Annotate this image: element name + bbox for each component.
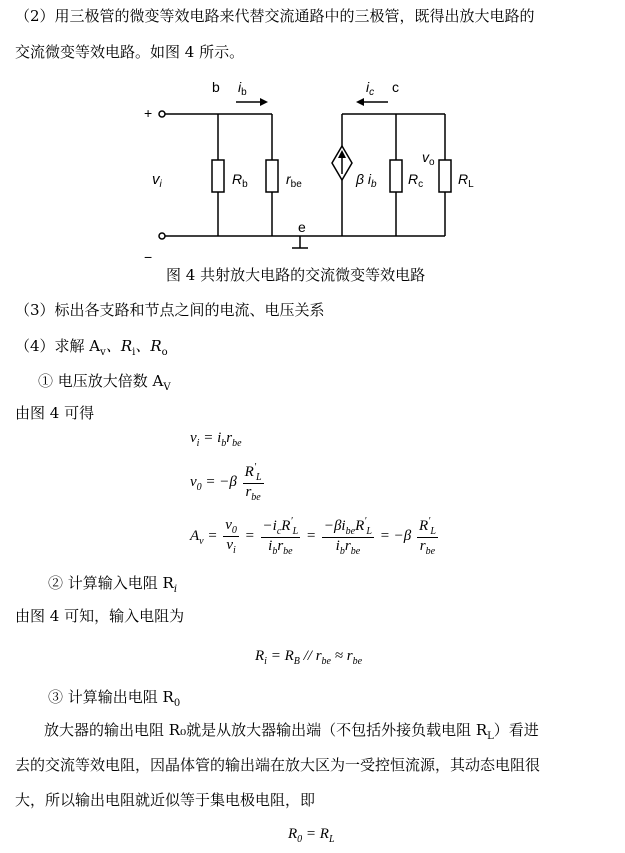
paragraph-output-3: 大，所以输出电阻就近似等于集电极电阻，即 (15, 791, 316, 809)
beta-ib-label: β $i_b$ (356, 171, 377, 190)
minus-sign: − (144, 249, 153, 258)
vo-label: $v_o$ (422, 149, 435, 168)
formula-r0: $R_0 = R_L$ (288, 826, 335, 845)
step-4: （4）求解 $A_v$、$R_i$、$R_o$ (15, 337, 168, 358)
paragraph-intro-2: 交流微变等效电路。如图 4 所示。 (15, 43, 245, 61)
formula-vo: $v_0 = -\beta$ $\frac{R'_L}{r_{be}}$ (190, 462, 262, 503)
rbe-label: $r_{be}$ (286, 171, 302, 190)
paragraph-output-1: 放大器的输出电阻 R₀就是从放大器输出端（不包括外接负载电阻 $R_L$）看进 (44, 721, 539, 742)
ib-label: $i_b$ (238, 79, 247, 98)
formula-ri: $R_i = R_B // r_{be} \approx r_{be}$ (255, 648, 363, 667)
rb-label: $R_b$ (232, 171, 248, 190)
node-e-label: e (298, 219, 306, 235)
figure-caption: 图 4 共射放大电路的交流微变等效电路 (166, 266, 426, 284)
equivalent-circuit-diagram (0, 78, 625, 258)
vi-label: $v_i$ (152, 171, 162, 190)
step-3: （3）标出各支路和节点之间的电流、电压关系 (15, 301, 325, 319)
ic-label: $i_c$ (366, 79, 375, 98)
plus-sign: + (144, 105, 153, 121)
formula-av: $A_v$ = $\frac{v_0}{v_i}$ = $\frac{-i_cR'_L}{i_br_{be}}$ = $\frac{-\beta i_{be}R'_L}{i_br_{be}}$ = −β $\frac{R'_L}{r_{be}}$ (190, 516, 436, 557)
sub-step-1: ① 电压放大倍数 $A_V$ (38, 372, 171, 393)
rc-label: $R_c$ (408, 171, 424, 190)
from-figure-text: 由图 4 可得 (15, 404, 95, 422)
node-c-label: c (392, 79, 399, 95)
paragraph-output-2: 去的交流等效电阻，因晶体管的输出端在放大区为一受控恒流源，其动态电阻很 (15, 756, 541, 774)
sub-step-2: ② 计算输入电阻 $R_i$ (48, 574, 178, 595)
sub-step-3: ③ 计算输出电阻 $R_0$ (48, 688, 181, 709)
paragraph-intro-1: （2）用三极管的微变等效电路来代替交流通路中的三极管，既得出放大电路的 (15, 7, 535, 25)
formula-vi: $v_i = i_br_{be}$ (190, 430, 242, 449)
rl-label: $R_L$ (458, 171, 474, 190)
from-figure-text-2: 由图 4 可知，输入电阻为 (15, 607, 185, 625)
node-b-label: b (212, 79, 220, 95)
